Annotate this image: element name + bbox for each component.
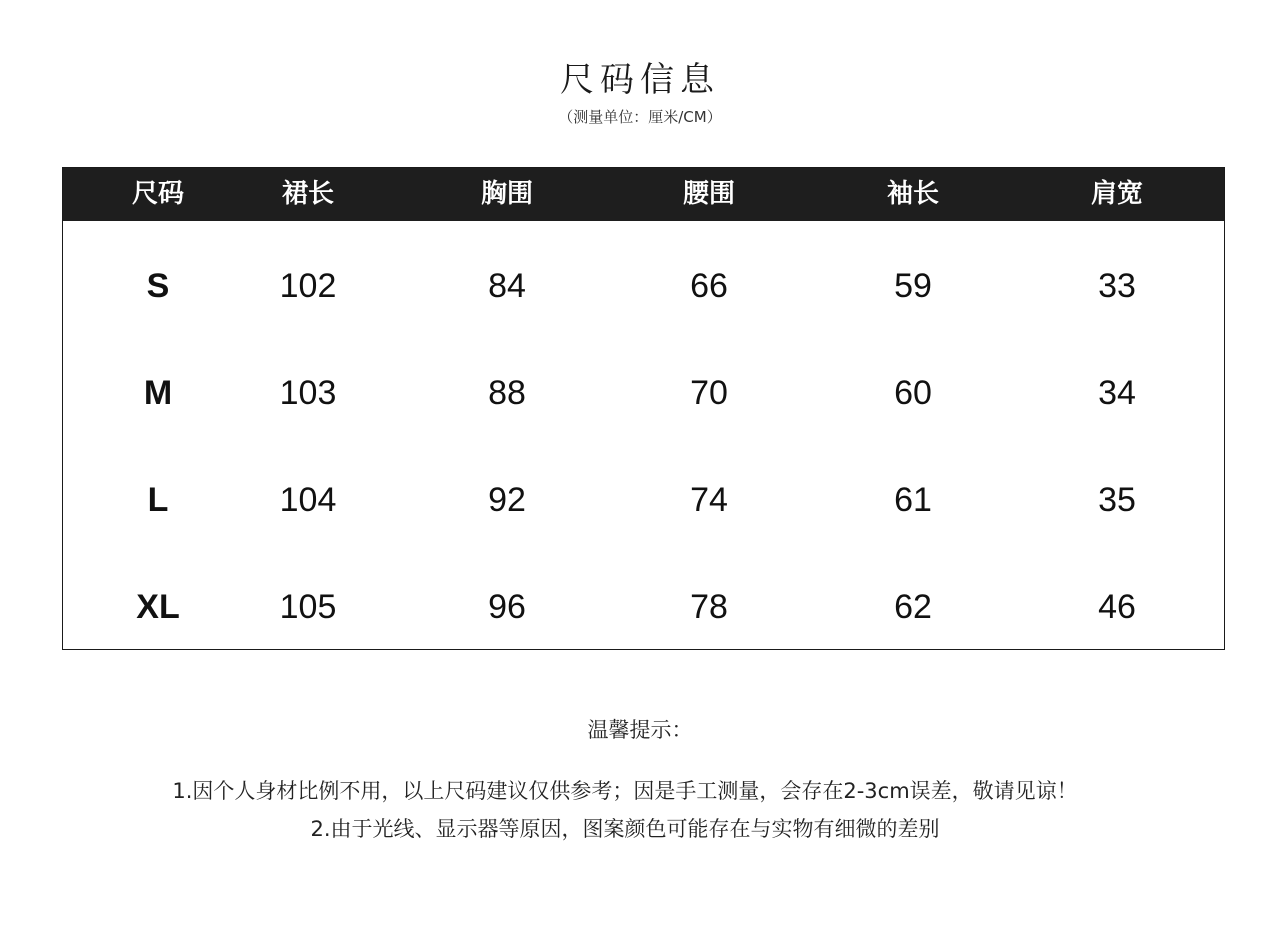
column-header-shoulder-width: 肩宽 [1090,179,1143,209]
measurement-unit-note: （测量单位：厘米/CM） [558,108,722,126]
column-header-size: 尺码 [131,179,184,209]
dress-length-cell: 104 [279,481,337,519]
column-header-dress-length: 裙长 [281,179,334,209]
sleeve-length-cell: 62 [894,588,932,626]
waist-cell: 74 [690,481,728,519]
tips-heading: 温馨提示： [587,718,693,742]
shoulder-width-cell: 46 [1098,588,1136,626]
table-row [63,447,1224,554]
size-table [62,167,1225,650]
size-cell: M [143,374,173,412]
table-header [63,168,1224,221]
dress-length-cell: 105 [279,588,337,626]
table-row [63,554,1224,661]
bust-cell: 88 [488,374,526,412]
bust-cell: 92 [488,481,526,519]
size-cell: XL [136,588,180,626]
shoulder-width-cell: 34 [1098,374,1136,412]
waist-cell: 66 [690,267,728,305]
sleeve-length-cell: 61 [894,481,932,519]
tip-line-2: 2.由于光线、显示器等原因，图案颜色可能存在与实物有细微的差别 [310,817,940,841]
column-header-waist: 腰围 [682,179,735,209]
bust-cell: 96 [488,588,526,626]
column-header-sleeve-length: 袖长 [886,179,939,209]
size-cell: L [147,481,169,519]
sleeve-length-cell: 60 [894,374,932,412]
shoulder-width-cell: 35 [1098,481,1136,519]
table-row [63,340,1224,447]
size-chart-title: 尺码信息 [560,60,720,100]
bust-cell: 84 [488,267,526,305]
waist-cell: 70 [690,374,728,412]
shoulder-width-cell: 33 [1098,267,1136,305]
column-header-bust: 胸围 [480,179,533,209]
sleeve-length-cell: 59 [894,267,932,305]
waist-cell: 78 [690,588,728,626]
size-cell: S [146,267,170,305]
dress-length-cell: 103 [279,374,337,412]
tip-line-1: 1.因个人身材比例不用，以上尺码建议仅供参考；因是手工测量，会存在2-3cm误差，敬请见谅！ [172,779,1078,803]
dress-length-cell: 102 [279,267,337,305]
table-row [63,233,1224,340]
